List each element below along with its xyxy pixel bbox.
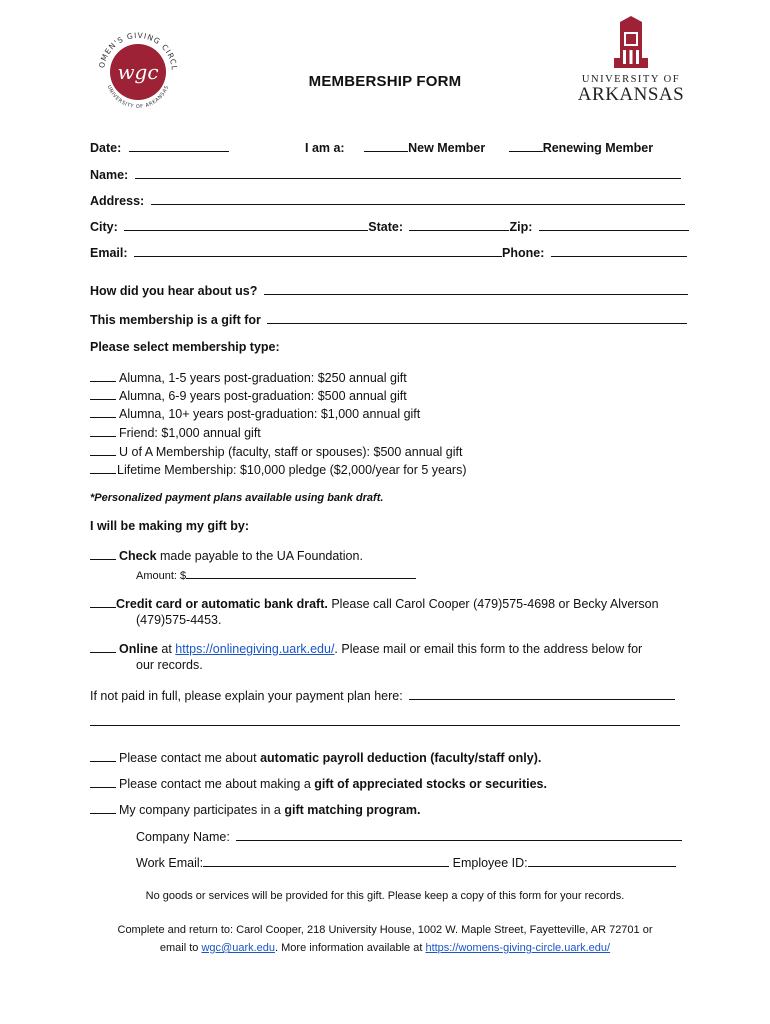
email-label: Email: xyxy=(90,246,128,260)
svg-text:wgc: wgc xyxy=(117,60,159,84)
membership-option: Friend: $1,000 annual gift xyxy=(90,424,261,440)
company-name-label: Company Name: xyxy=(136,830,230,844)
work-email-label: Work Email: xyxy=(136,856,204,870)
credit-checkbox[interactable] xyxy=(90,595,116,608)
work-email-field[interactable] xyxy=(203,854,449,867)
svg-text:UNIVERSITY OF ARKANSAS: UNIVERSITY OF ARKANSAS xyxy=(105,84,171,111)
credit-option: Credit card or automatic bank draft. Please call Carol Cooper (479)575-4698 or Becky Alverson xyxy=(90,595,659,611)
university-of-arkansas-logo xyxy=(578,16,684,106)
state-label: State: xyxy=(368,220,403,234)
membership-option: Alumna, 1-5 years post-graduation: $250 annual gift xyxy=(90,369,407,385)
payment-plan-field-line2[interactable] xyxy=(90,725,680,726)
how-heard-row xyxy=(90,282,688,298)
stocks-checkbox[interactable] xyxy=(90,775,116,788)
address-label: Address: xyxy=(90,194,145,208)
employee-id-field[interactable] xyxy=(528,854,676,867)
option-checkbox[interactable] xyxy=(90,369,116,382)
gift-for-field[interactable] xyxy=(267,311,687,324)
website-link[interactable]: https://womens-giving-circle.uark.edu/ xyxy=(425,942,611,954)
membership-option: Lifetime Membership: $10,000 pledge ($2,000/year for 5 years) xyxy=(90,461,467,477)
payment-plan-row xyxy=(90,687,675,703)
new-member-label: New Member xyxy=(408,141,486,155)
date-field[interactable] xyxy=(129,139,229,152)
option-checkbox[interactable] xyxy=(90,424,116,437)
amount-field[interactable] xyxy=(186,568,416,579)
company-name-field[interactable] xyxy=(236,828,682,841)
option-checkbox[interactable] xyxy=(90,387,116,400)
stocks-option: Please contact me about making a gift of appreciated stocks or securities. xyxy=(90,775,547,791)
zip-label: Zip: xyxy=(509,220,533,234)
form-title: MEMBERSHIP FORM xyxy=(308,73,462,90)
option-checkbox[interactable] xyxy=(90,461,116,474)
phone-label: Phone: xyxy=(502,246,545,260)
option-checkbox[interactable] xyxy=(90,405,116,418)
company-name-row xyxy=(136,828,682,844)
name-field[interactable] xyxy=(135,166,681,179)
address-field[interactable] xyxy=(151,192,685,205)
zip-field[interactable] xyxy=(539,218,689,231)
online-giving-link[interactable]: https://onlinegiving.uark.edu/ xyxy=(175,642,335,656)
state-field[interactable] xyxy=(409,218,509,231)
email-phone-row xyxy=(90,244,687,260)
gift-for-row xyxy=(90,311,687,327)
matching-option: My company participates in a gift matching program. xyxy=(90,801,420,817)
payment-plan-label: If not paid in full, please explain your payment plan here: xyxy=(90,689,403,703)
svg-text:WOMEN'S GIVING CIRCLE: OMEN'S GIVING CIRCL xyxy=(97,30,180,72)
how-heard-field[interactable] xyxy=(264,282,688,295)
payment-plan-field[interactable] xyxy=(409,687,675,700)
city-state-zip-row xyxy=(90,218,689,234)
work-email-row xyxy=(136,854,676,870)
svg-text:ARKANSAS: ARKANSAS xyxy=(578,84,684,105)
disclaimer: No goods or services will be provided for this gift. Please keep a copy of this form for your records. xyxy=(145,890,625,902)
payment-plan-note: *Personalized payment plans available using bank draft. xyxy=(90,492,384,504)
payroll-checkbox[interactable] xyxy=(90,749,116,762)
wgc-logo xyxy=(92,26,184,118)
city-field[interactable] xyxy=(124,218,368,231)
date-row xyxy=(90,139,229,155)
how-heard-label: How did you hear about us? xyxy=(90,284,258,298)
membership-heading: Please select membership type: xyxy=(90,340,280,354)
email-field[interactable] xyxy=(134,244,502,257)
renewing-member-checkbox[interactable] xyxy=(509,139,543,152)
membership-option: U of A Membership (faculty, staff or spouses): $500 annual gift xyxy=(90,443,462,459)
phone-field[interactable] xyxy=(551,244,687,257)
name-row xyxy=(90,166,681,182)
membership-option: Alumna, 6-9 years post-graduation: $500 annual gift xyxy=(90,387,407,403)
gift-for-label: This membership is a gift for xyxy=(90,313,261,327)
svg-text:UNIVERSITY OF: UNIVERSITY OF xyxy=(581,74,681,85)
contact-line: email to wgc@uark.edu. More information available at https://womens-giving-circle.uark.edu/ xyxy=(159,942,611,954)
renewing-member-label: Renewing Member xyxy=(542,141,654,155)
online-option: Online at https://onlinegiving.uark.edu/. Please mail or email this form to the address below for xyxy=(90,640,642,656)
amount-row xyxy=(136,568,416,582)
old-main-tower-icon xyxy=(614,16,648,68)
city-label: City: xyxy=(90,220,118,234)
return-address: Complete and return to: Carol Cooper, 218 University House, 1002 W. Maple Street, Fayetteville, AR 72701 or xyxy=(117,924,653,936)
check-option: Check made payable to the UA Foundation. xyxy=(90,547,363,563)
membership-option: Alumna, 10+ years post-graduation: $1,000 annual gift xyxy=(90,405,420,421)
address-row xyxy=(90,192,685,208)
date-label: Date: xyxy=(90,141,122,155)
credit-option-cont: (479)575-4453. xyxy=(136,613,222,627)
online-option-cont: our records. xyxy=(136,658,203,672)
name-label: Name: xyxy=(90,168,129,182)
member-type-row xyxy=(305,139,653,155)
online-checkbox[interactable] xyxy=(90,640,116,653)
new-member-checkbox[interactable] xyxy=(364,139,408,152)
i-am-a-label: I am a: xyxy=(305,141,345,155)
amount-label: Amount: $ xyxy=(136,570,187,582)
payroll-option: Please contact me about automatic payroll deduction (faculty/staff only). xyxy=(90,749,541,765)
payment-heading: I will be making my gift by: xyxy=(90,519,250,533)
email-link[interactable]: wgc@uark.edu xyxy=(201,942,276,954)
check-checkbox[interactable] xyxy=(90,547,116,560)
option-checkbox[interactable] xyxy=(90,443,116,456)
employee-id-label: Employee ID: xyxy=(452,856,528,870)
matching-checkbox[interactable] xyxy=(90,801,116,814)
